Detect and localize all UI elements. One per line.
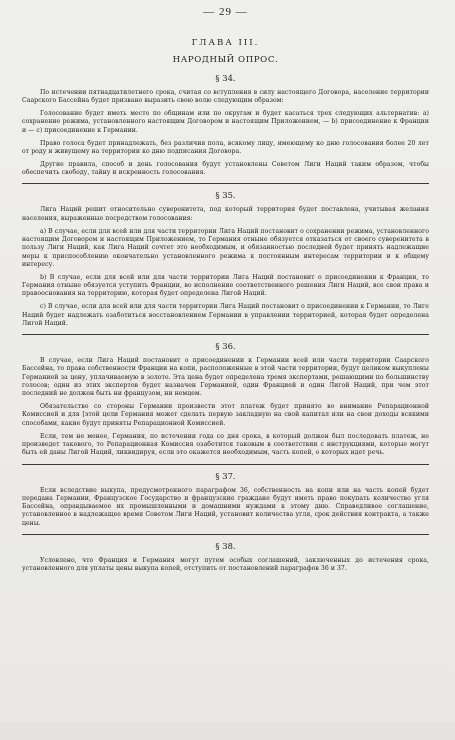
- paragraph: c) В случае, если для всей или для части территории Лига Наций постановит о присоединении к Германии, то Лиге Наций будет надлежать озаботиться восстановлением Германии в управлении территорией, которая будет определена Лигой Наций.: [22, 303, 429, 327]
- section-heading-37: § 37.: [215, 470, 236, 481]
- section-divider: [22, 464, 429, 465]
- chapter-title: НАРОДНЫЙ ОПРОС.: [172, 55, 279, 65]
- paragraph: Если вследствие выкупа, предусмотренного параграфом 36, собственность на копи или на часть копей будет передана Германии, Французское Государство и французские граждане будут иметь право покупать количество угля Бассейна, оправдываемое их промышленными и домашними нуждами к этому дню. Справедливое соглашение, установленное в надлежащее время Советом Лиги Наций, установит количества угля, срок действия контракта, а также цены.: [22, 486, 429, 527]
- paragraph: Лига Наций решит относительно суверенитета, под который территория будет поставлена, учитывая желания населения, выраженные посредством голосования:: [22, 206, 429, 222]
- section-heading-35: § 35.: [215, 190, 236, 201]
- paragraph: Право голоса будет принадлежать, без различия пола, всякому лицу, имеющему ко дню голосования более 20 лет от роду и живущему на территории ко дню подписания Договора.: [22, 139, 429, 155]
- section-heading-38: § 38.: [215, 541, 236, 552]
- page-bottom-margin: [0, 722, 455, 740]
- paragraph: b) В случае, если для всей или для части территории Лига Наций постановит о присоединении к Франции, то Германия отныне обязуется уступить Франции, во исполнение соответственного решения Лиги Наций, все свои права и правооснования на территорию, которая будет определена Лигой Наций.: [22, 273, 429, 298]
- paragraph: Другие правила, способ и день голосования будут установлены Советом Лиги Наций таким образом, чтобы обеспечить свободу, тайну и искренность голосования.: [22, 160, 429, 177]
- page-number: — 29 —: [203, 6, 248, 18]
- section-divider: [22, 534, 429, 535]
- section-divider: [22, 183, 429, 184]
- paragraph: Условлено, что Франция и Германия могут путем особых соглашений, заключенных до истечения срока, установленного для уплаты цены выкупа копей, отступить от постановлений параграфов 36 и 37.: [22, 557, 429, 573]
- section-divider: [22, 334, 429, 335]
- paragraph: Если, тем не менее, Германия, по истечении года со дня срока, в который должен был последовать платеж, не произведет такового, то Репарационная Комиссия озаботится таковым в соответствии с инструкциями, которые могут быть ей даны Лигой Наций, ликвидируя, если это окажется необходимым, часть копей, о которых идет речь.: [22, 432, 429, 457]
- paragraph: В случае, если Лига Наций постановит о присоединении к Германии всей или части территории Саарского Бассейна, то права собственности Франции на копи, расположенные в этой части территории, будут целиком выкуплены Германией за цену, уплачиваемую в золоте. Эта цена будет определена тремя экспертами, решающими по большинству голосов; один из этих экспертов будет назначен Германией, один Францией и один Лигой Наций, при чем этот последний не должен быть ни французом, ни немцем.: [22, 357, 429, 398]
- paragraph: Голосование будет иметь место по общинам или по округам и будет касаться трех следующих альтернатив: a) сохранение режима, установленного настоящим Договором и настоящим Приложением, — b) присоединение к Франции и — c) присоединение к Германии.: [22, 110, 429, 134]
- chapter-heading: ГЛАВА III.: [191, 38, 260, 48]
- section-heading-34: § 34.: [215, 73, 236, 83]
- paragraph: Обязательство со стороны Германии произвести этот платеж будет принято во внимание Репарационной Комиссией и для [этой цели Германия может сделать первую закладную на свой капитал или на свои доходы всякими способами, какие будут приняты Репарационной Комиссией.: [22, 403, 429, 427]
- section-heading-36: § 36.: [215, 341, 236, 352]
- paragraph: a) В случае, если для всей или для части территории Лига Наций постановит о сохранении режима, установленного настоящим Договором и настоящим Приложением, то Германия отныне обязуется отказаться от своего суверенитета в пользу Лиги Наций, как Лига Наций сочтет это необходимым, и обязанностью последней будет принять надлежащие меры к приспособлению окончательно установленного режима к постоянным интересам территории и к общему интересу.: [22, 227, 429, 268]
- paragraph: По истечении пятнадцатилетнего срока, считая со вступления в силу настоящего Договора, население территории Саарского Бассейна будет призвано выразить свою волю следующим образом:: [22, 89, 429, 105]
